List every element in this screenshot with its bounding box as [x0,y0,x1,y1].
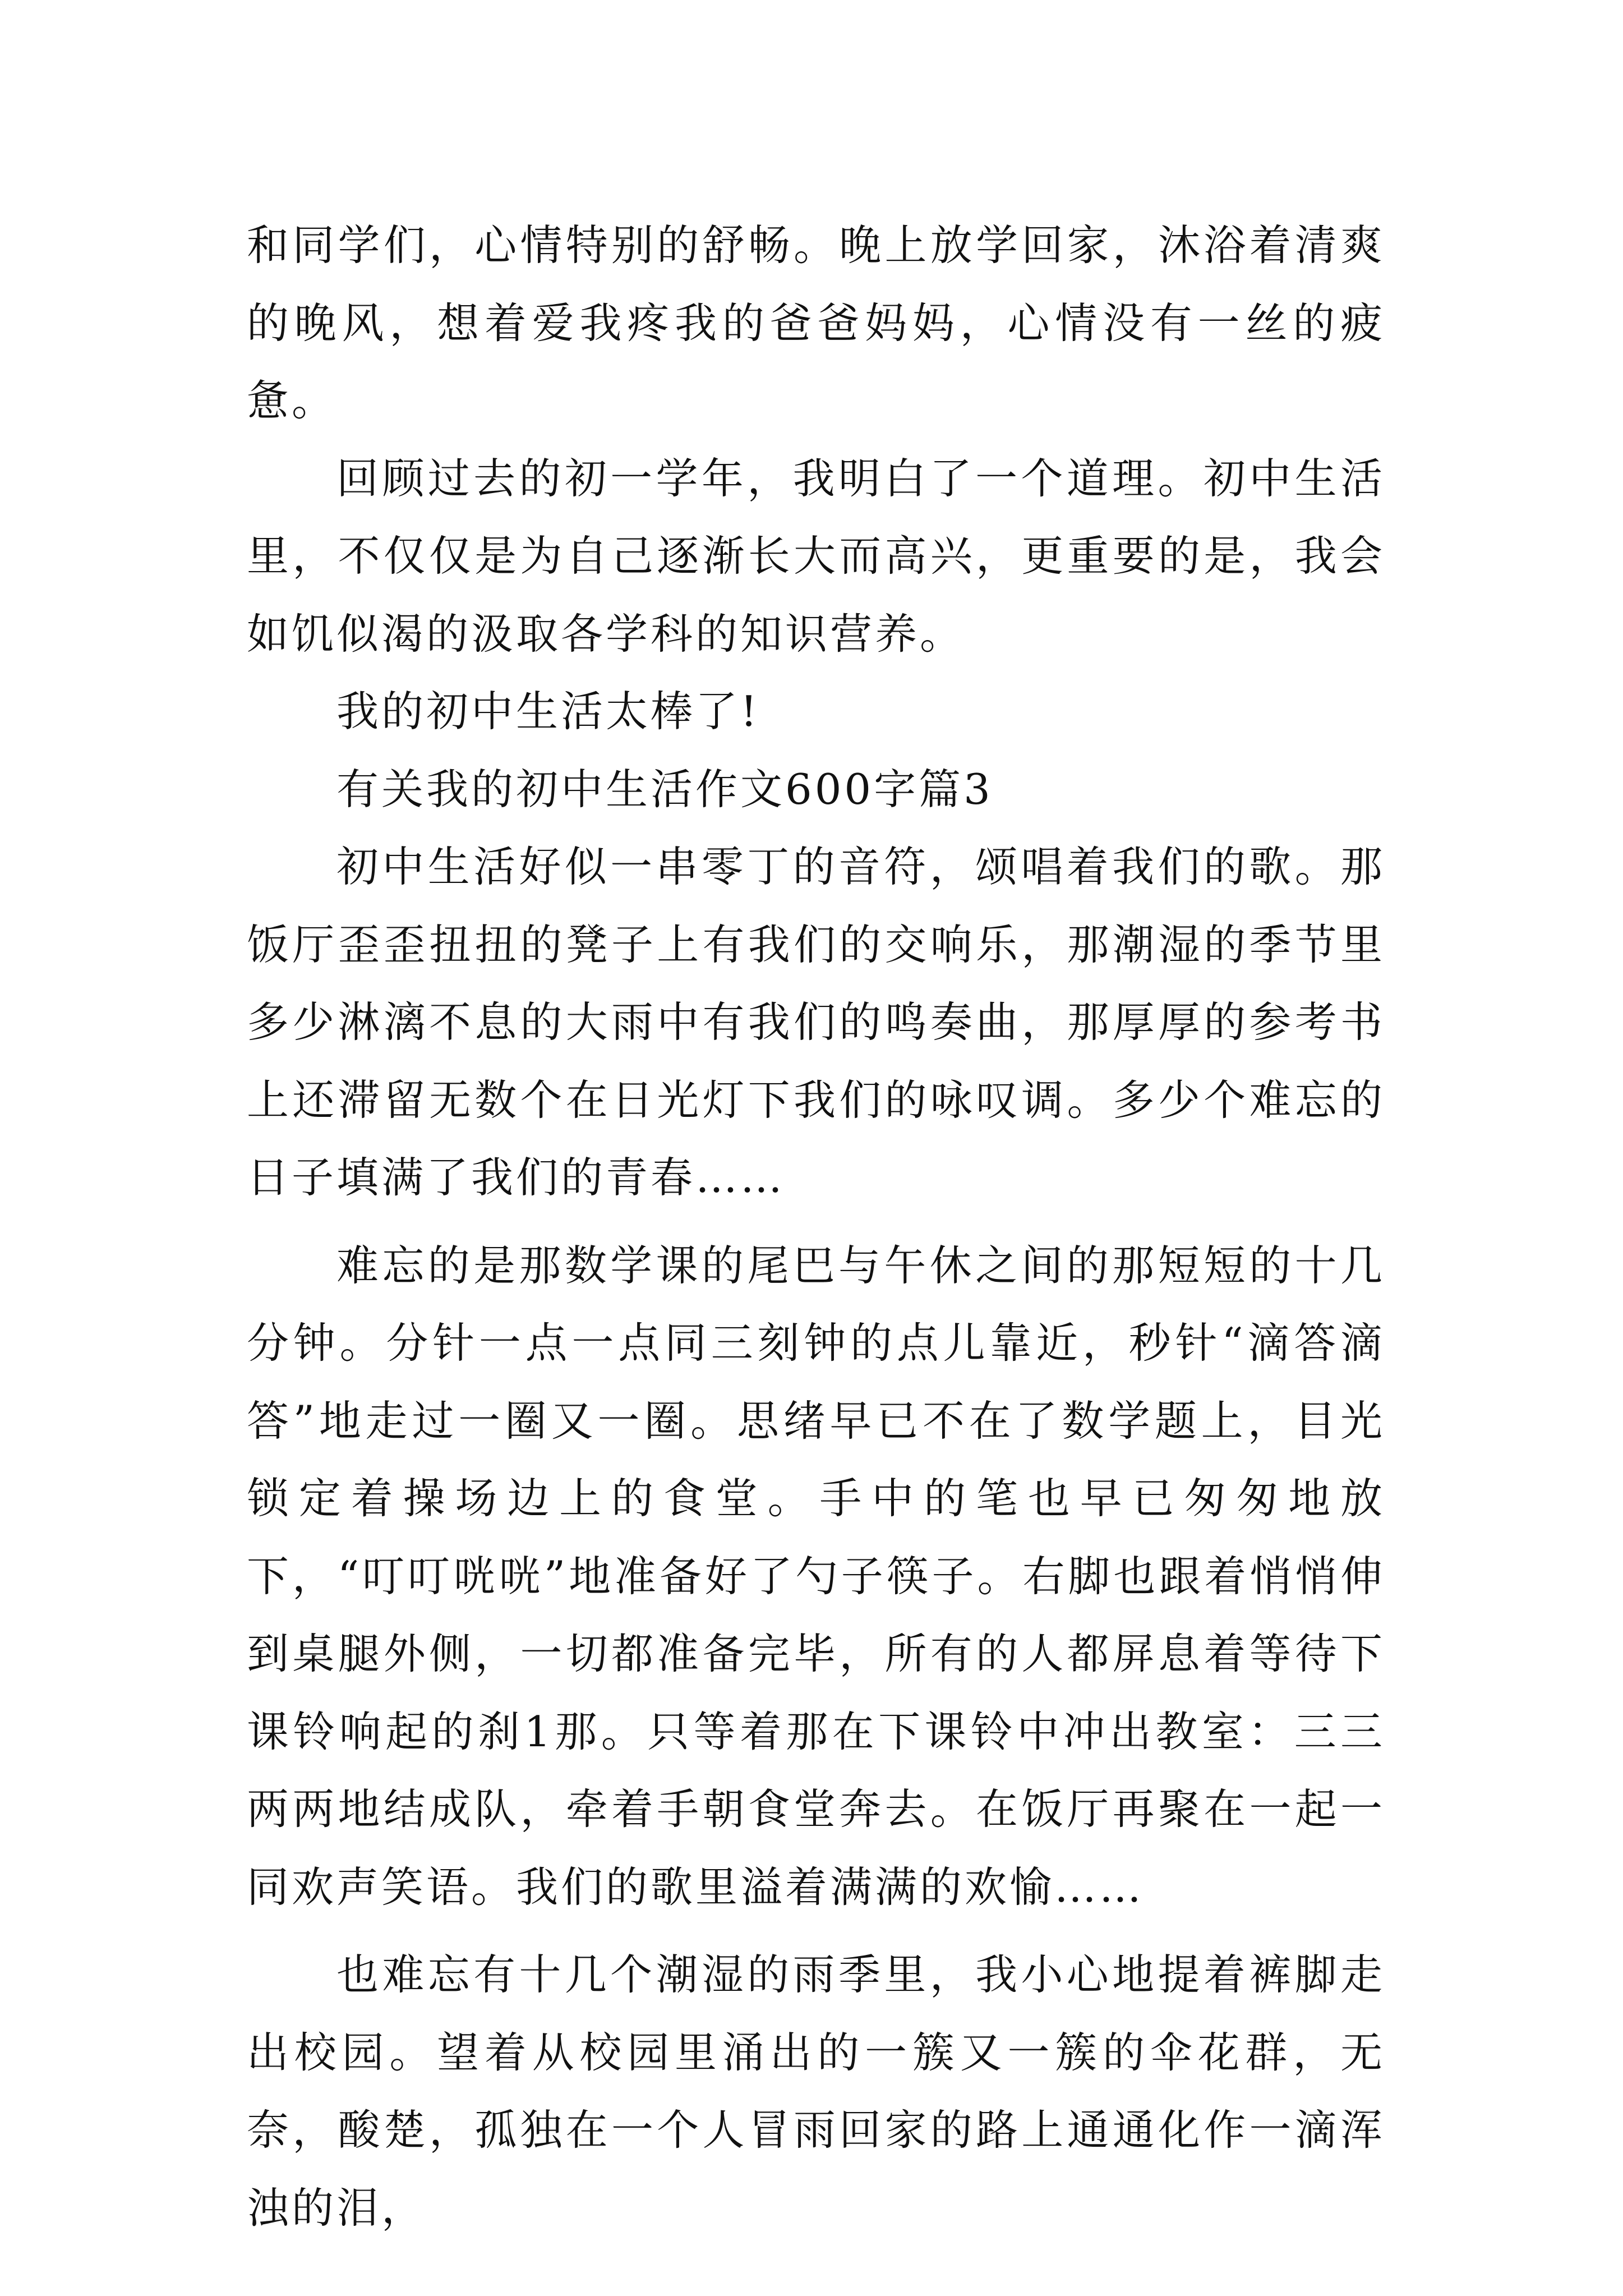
paragraph-6: 难忘的是那数学课的尾巴与午休之间的那短短的十几分钟。分针一点一点同三刻钟的点儿靠近，秒针“滴答滴答”地走过一圈又一圈。思绪早已不在了数学题上，目光锁定着操场边上的食堂。手中的笔也早已匆匆地放下，“叮叮咣咣”地准备好了勺子筷子。右脚也跟着悄悄伸到桌腿外侧，一切都准备完毕，所有的人都屏息着等待下课铃响起的刹1那。只等着那在下课铃中冲出教室：三三两两地结成队，牵着手朝食堂奔去。在饭厅再聚在一起一同欢声笑语。我们的歌里溢着满满的欢愉…… [247,1240,1385,1912]
paragraph-1: 和同学们，心情特别的舒畅。晚上放学回家，沐浴着清爽的晚风，想着爱我疼我的爸爸妈妈，心情没有一丝的疲惫。 [247,220,1385,425]
paragraph-7: 也难忘有十几个潮湿的雨季里，我小心地提着裤脚走出校园。望着从校园里涌出的一簇又一簇的伞花群，无奈，酸楚，孤独在一个人冒雨回家的路上通通化作一滴浑浊的泪， [247,1950,1385,2233]
paragraph-2: 回顾过去的初一学年，我明白了一个道理。初中生活里，不仅仅是为自己逐渐长大而高兴，更重要的是，我会如饥似渴的汲取各学科的知识营养。 [247,453,1385,659]
document-body [247,206,1385,2247]
paragraph-3: 我的初中生活太棒了! [336,687,760,736]
paragraph-5: 初中生活好似一串零丁的音符，颂唱着我们的歌。那饭厅歪歪扭扭的凳子上有我们的交响乐，那潮湿的季节里多少淋漓不息的大雨中有我们的鸣奏曲，那厚厚的参考书上还滞留无数个在日光灯下我们的咏叹调。多少个难忘的日子填满了我们的青春…… [247,842,1385,1202]
section-heading: 有关我的初中生活作文600字篇3 [336,764,993,814]
